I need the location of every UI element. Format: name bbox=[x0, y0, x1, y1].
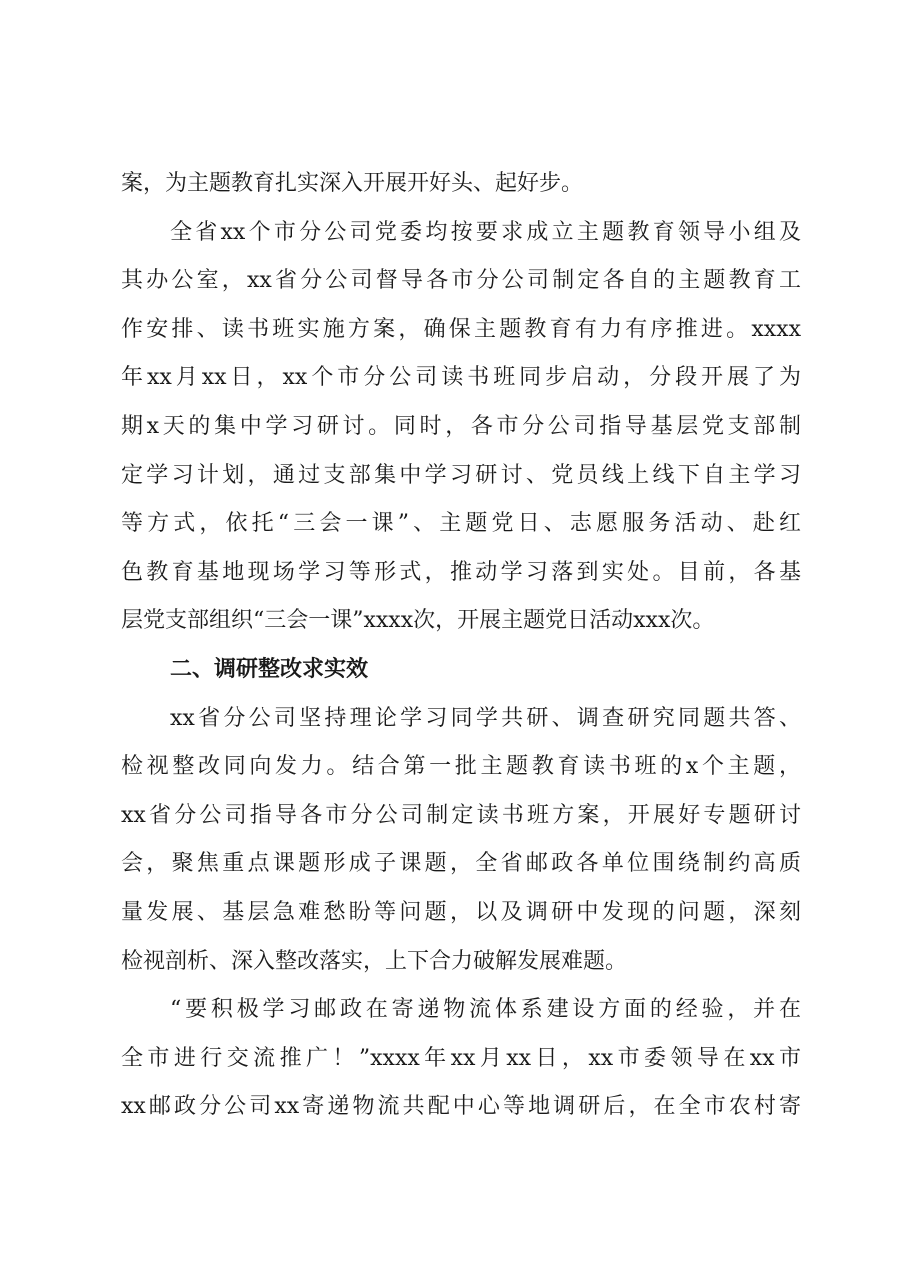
paragraph-line: 层党支部组织“三会一课”xxxx次，开展主题党日活动xxx次。 bbox=[121, 608, 715, 634]
paragraph-line: 定学习计划，通过支部集中学习研讨、党员线上线下自主学习 bbox=[121, 462, 801, 488]
paragraph-line: 检视整改同向发力。结合第一批主题教育读书班的x个主题， bbox=[121, 754, 801, 780]
paragraph-line: 案，为主题教育扎实深入开展开好头、起好步。 bbox=[121, 171, 584, 196]
paragraph-line: 年xx月xx日，xx个市分公司读书班同步启动，分段开展了为 bbox=[121, 365, 801, 391]
paragraph-line: 会，聚焦重点课题形成子课题，全省邮政各单位围绕制约高质 bbox=[121, 851, 801, 877]
paragraph-line: 等方式，依托“三会一课”、主题党日、志愿服务活动、赴红 bbox=[121, 511, 801, 537]
paragraph-line: 其办公室，xx省分公司督导各市分公司制定各自的主题教育工 bbox=[121, 268, 801, 294]
paragraph-line: xx邮政分公司xx寄递物流共配中心等地调研后，在全市农村寄 bbox=[121, 1094, 801, 1120]
paragraph-line: “要积极学习邮政在寄递物流体系建设方面的经验，并在 bbox=[170, 997, 801, 1023]
paragraph-line: 检视剖析、深入整改落实，上下合力破解发展难题。 bbox=[121, 948, 628, 974]
paragraph-line: 色教育基地现场学习等形式，推动学习落到实处。目前，各基 bbox=[121, 559, 801, 585]
paragraph-line: 期x天的集中学习研讨。同时，各市分公司指导基层党支部制 bbox=[121, 413, 801, 439]
paragraph-line: xx省分公司指导各市分公司制定读书班方案，开展好专题研讨 bbox=[121, 802, 801, 828]
paragraph-line: 全省xx个市分公司党委均按要求成立主题教育领导小组及 bbox=[170, 219, 801, 245]
paragraph-line: xx省分公司坚持理论学习同学共研、调查研究同题共答、 bbox=[170, 705, 801, 731]
paragraph-line: 全市进行交流推广！”xxxx年xx月xx日，xx市委领导在xx市 bbox=[121, 1045, 801, 1071]
document-body bbox=[121, 160, 801, 1132]
paragraph-line: 量发展、基层急难愁盼等问题，以及调研中发现的问题，深刻 bbox=[121, 899, 801, 925]
section-heading: 二、调研整改求实效 bbox=[170, 656, 369, 682]
paragraph-line: 作安排、读书班实施方案，确保主题教育有力有序推进。xxxx bbox=[121, 316, 801, 342]
